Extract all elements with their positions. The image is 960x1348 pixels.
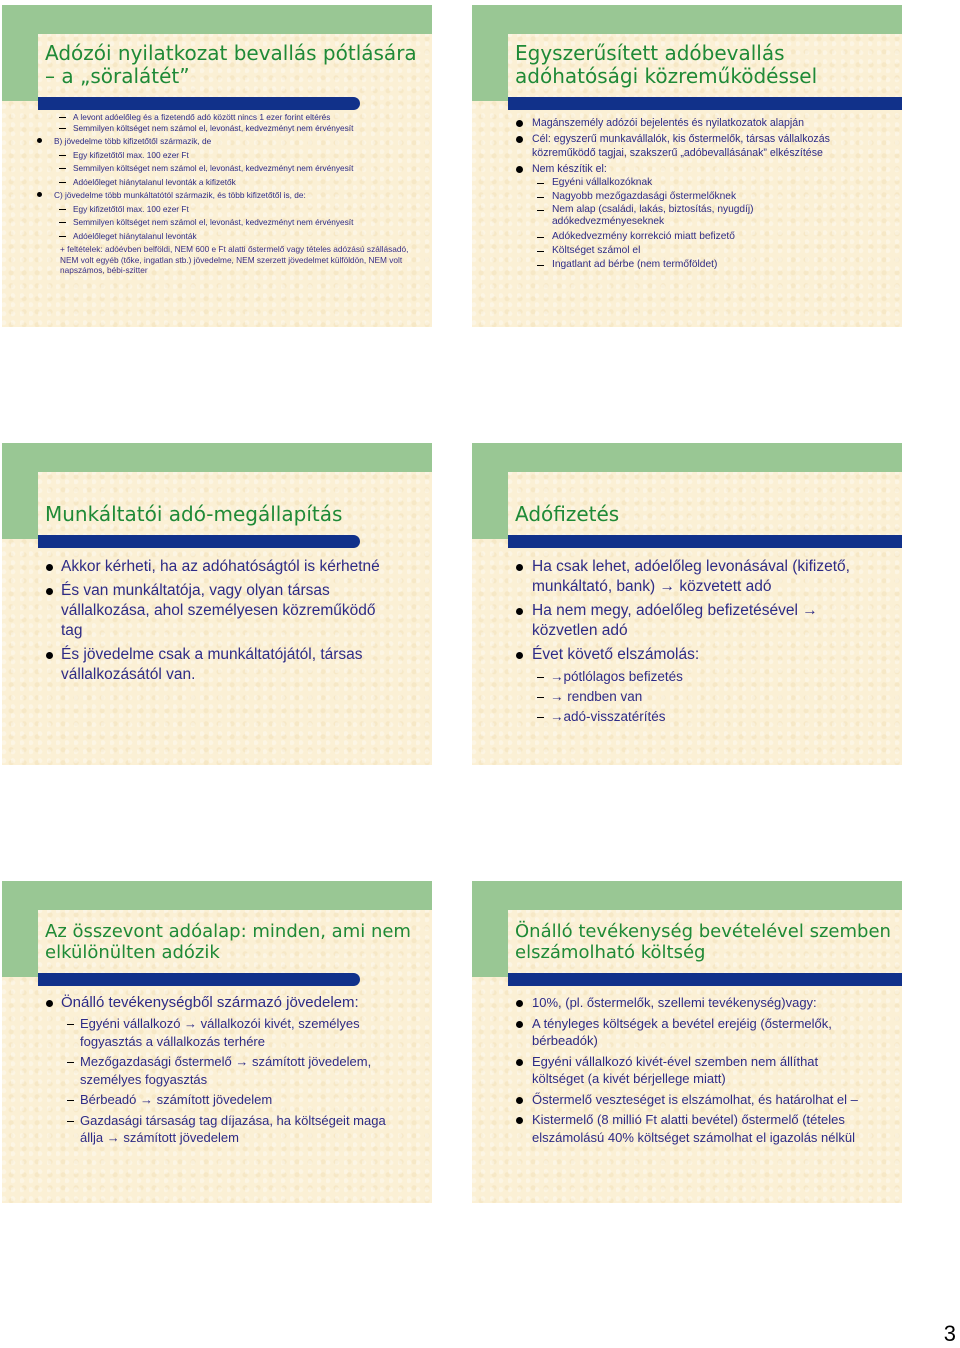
title-underline-bar [38, 97, 360, 110]
slide-2 [472, 5, 902, 327]
list-item: + feltételek: adóévben belföldi, NEM 600 e Ft alatti őstermelő vagy tételes adózású szállásadó, NEM volt egyéb (tőke, ingatlan stb.) jövedelme, NEM szerzett jövedelmet külföldön, NEM volt napszámos, bébi-szitter [60, 244, 409, 275]
list-item: Adóelőleget hiánytalanul levonták [42, 231, 424, 242]
slide-title: Egyszerűsített adóbevallás adóhatósági közreműködéssel [515, 41, 818, 88]
list-item: Egyéni vállalkozó kivét-ével szemben nem állíthat költséget (a kivét bérjellege miatt) [512, 1053, 872, 1088]
slide-body [42, 112, 424, 276]
slide-body [42, 993, 402, 1147]
list-item: És jövedelme csak a munkáltatójától, társas vállalkozásától van. [42, 645, 392, 685]
list-item: C) jövedelme több munkáltatótól származik, és több kifizetőtől is, de: [42, 190, 424, 201]
slide-title: Adózói nyilatkozat bevallás pótlására – a „söralátét” [45, 41, 417, 88]
title-underline-bar [38, 973, 360, 986]
list-item: Ha nem megy, adóelőleg befizetésével → közvetlen adó [512, 601, 862, 641]
list-item: Mezőgazdasági őstermelő → számított jövedelem, személyes fogyasztás [42, 1053, 402, 1088]
slide-title: Önálló tevékenység bevételével szemben elszámolható költség [515, 921, 891, 963]
list-item: Ha csak lehet, adóelőleg levonásával (kifizető, munkáltató, bank) → közvetett adó [512, 557, 862, 597]
list-item: →pótlólagos befizetés [512, 667, 862, 687]
list-item: →adó-visszatérítés [512, 707, 862, 727]
slide-4 [472, 443, 902, 765]
slide-6 [472, 881, 902, 1203]
list-item: Évet követő elszámolás: [512, 645, 862, 665]
page-number: 3 [943, 1321, 956, 1346]
slide-accent-top [2, 881, 432, 910]
list-item: Egyéni vállalkozóknak [512, 176, 894, 190]
list-item: Önálló tevékenységből származó jövedelem: [42, 993, 402, 1013]
slide-body [42, 557, 392, 685]
list-item: Semmilyen költséget nem számol el, levonást, kedvezményt nem érvényesít [42, 123, 424, 134]
slide-title: Az összevont adóalap: minden, ami nem elkülönülten adózik [45, 921, 411, 963]
title-underline-bar [508, 535, 902, 548]
list-item: A tényleges költségek a bevétel erejéig (őstermelők, bérbeadók) [512, 1015, 872, 1050]
title-underline-bar [508, 97, 902, 110]
slide-title: Munkáltatói adó-megállapítás [45, 502, 343, 526]
list-item: Költséget számol el [512, 244, 894, 258]
list-item: Gazdasági társaság tag díjazása, ha költségeit maga állja → számított jövedelem [42, 1112, 402, 1147]
list-item: Adóelőleget hiánytalanul levonták a kifizetők [42, 177, 424, 188]
title-underline-bar [508, 973, 902, 986]
slide-accent-top [2, 5, 432, 34]
list-item: 10%, (pl. őstermelők, szellemi tevékenység)vagy: [512, 994, 872, 1012]
slide-1 [2, 5, 432, 327]
slide-accent-top [472, 5, 902, 34]
list-item: Ingatlant ad bérbe (nem termőföldet) [512, 258, 894, 272]
list-item: Semmilyen költséget nem számol el, levonást, kedvezményt nem érvényesít [42, 163, 424, 174]
list-item: → rendben van [512, 687, 862, 707]
list-item: A levont adóelőleg és a fizetendő adó között nincs 1 ezer forint eltérés [42, 112, 424, 123]
list-item: Őstermelő veszteséget is elszámolhat, és határolhat el – [512, 1091, 872, 1109]
list-item: Egy kifizetőtől max. 100 ezer Ft [42, 150, 424, 161]
slide-title: Adófizetés [515, 502, 620, 526]
list-item: Bérbeadó → számított jövedelem [42, 1091, 402, 1109]
slide-accent-top [472, 881, 902, 910]
list-item: Egyéni vállalkozó → vállalkozói kivét, személyes fogyasztás a vállalkozás terhére [42, 1015, 402, 1050]
title-underline-bar [38, 535, 360, 548]
slide-accent-top [472, 443, 902, 472]
list-item: Egy kifizetőtől max. 100 ezer Ft [42, 204, 424, 215]
list-item: Nem alap (családi, lakás, biztosítás, nyugdíj) adókedvezményeseknek [512, 204, 894, 228]
list-item: B) jövedelme több kifizetőtől származik, de [42, 136, 424, 147]
slide-body [512, 557, 862, 727]
list-item: Nagyobb mezőgazdasági őstermelőknek [512, 190, 894, 204]
list-item: Nem készítik el: [512, 162, 894, 176]
list-item: Magánszemély adózói bejelentés és nyilatkozatok alapján [512, 116, 894, 130]
list-item: És van munkáltatója, vagy olyan társas vállalkozása, ahol személyesen közreműködő tag [42, 581, 392, 641]
slide-5 [2, 881, 432, 1203]
list-item: Akkor kérheti, ha az adóhatóságtól is kérhetné [42, 557, 392, 577]
slide-3 [2, 443, 432, 765]
slide-body [512, 994, 872, 1146]
list-item: Adókedvezmény korrekció miatt befizető [512, 230, 894, 244]
list-item: Kistermelő (8 millió Ft alatti bevétel) őstermelő (tételes elszámolású 40% költséget számolhat el igazolás nélkül [512, 1111, 872, 1146]
list-item: Semmilyen költséget nem számol el, levonást, kedvezményt nem érvényesít [42, 217, 424, 228]
slide-body [512, 116, 894, 272]
list-item: Cél: egyszerű munkavállalók, kis őstermelők, társas vállalkozás közreműködő tagjai, szakszerű „adóbevallásának” elkészítése [512, 132, 894, 160]
slide-accent-top [2, 443, 432, 472]
